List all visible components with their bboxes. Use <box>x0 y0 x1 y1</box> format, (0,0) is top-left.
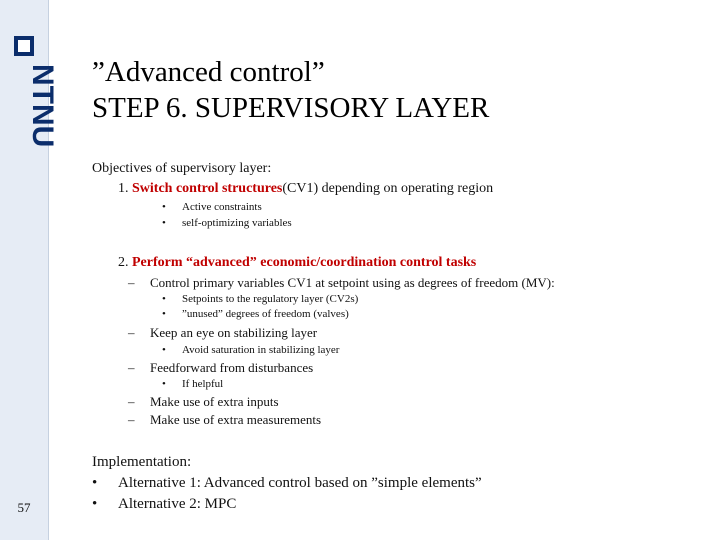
objective-2-number: 2. <box>118 255 129 270</box>
bullet-text: Avoid saturation in stabilizing layer <box>182 344 340 356</box>
dash-3-bullet-1: • If helpful <box>162 378 224 390</box>
page-title <box>92 54 489 126</box>
title-line-2: STEP 6. SUPERVISORY LAYER <box>92 92 490 124</box>
slide-number: 57 <box>17 500 31 515</box>
dash-item-3: – Feedforward from disturbances <box>128 360 314 375</box>
objective-2-highlight: Perform “advanced” economic/coordination control tasks <box>132 255 477 270</box>
objectives-heading: Objectives of supervisory layer: <box>92 161 272 176</box>
objective-1-number: 1. <box>118 181 129 196</box>
objective-1-bullet-2: • self-optimizing variables <box>162 217 292 229</box>
dash-text: Feedforward from disturbances <box>150 360 314 375</box>
dash-item-2: – Keep an eye on stabilizing layer <box>128 325 318 340</box>
ntnu-logo <box>8 38 59 170</box>
alt-text: Alternative 2: MPC <box>118 496 237 512</box>
objective-1-bullet-1: • Active constraints <box>162 201 262 213</box>
bullet-text: If helpful <box>182 378 224 390</box>
dash-item-5: – Make use of extra measurements <box>128 412 322 427</box>
sidebar <box>0 0 59 540</box>
objective-1-highlight: Switch control structures <box>132 181 283 196</box>
dash-item-4: – Make use of extra inputs <box>128 394 279 409</box>
objective-1 <box>118 180 493 198</box>
logo-text: NTNU <box>26 64 59 148</box>
dash-text: Keep an eye on stabilizing layer <box>150 325 318 340</box>
dash-item-1: – Control primary variables CV1 at setpoint using as degrees of freedom (MV): <box>128 275 555 290</box>
dash-text: Control primary variables CV1 at setpoint using as degrees of freedom (MV): <box>150 275 555 290</box>
alt-text: Alternative 1: Advanced control based on ”simple elements” <box>118 475 482 491</box>
title-line-1: ”Advanced control” <box>92 56 325 88</box>
bullet-text: self-optimizing variables <box>182 217 292 229</box>
dash-2-bullet-1: • Avoid saturation in stabilizing layer <box>162 344 340 356</box>
dash-1-bullet-2: • ”unused” degrees of freedom (valves) <box>162 308 349 320</box>
bullet-text: ”unused” degrees of freedom (valves) <box>182 308 349 320</box>
dash-text: Make use of extra inputs <box>150 394 279 409</box>
implementation-alt-2: • Alternative 2: MPC <box>92 496 237 512</box>
dash-text: Make use of extra measurements <box>150 412 322 427</box>
bullet-text: Setpoints to the regulatory layer (CV2s) <box>182 293 359 305</box>
implementation-heading: Implementation: <box>92 454 192 470</box>
implementation-alt-1: • Alternative 1: Advanced control based on ”simple elements” <box>92 475 482 491</box>
bullet-text: Active constraints <box>182 201 262 213</box>
dash-1-bullet-1: • Setpoints to the regulatory layer (CV2s) <box>162 293 359 305</box>
objective-1-rest: (CV1) depending on operating region <box>282 181 494 196</box>
objective-2 <box>118 254 476 272</box>
